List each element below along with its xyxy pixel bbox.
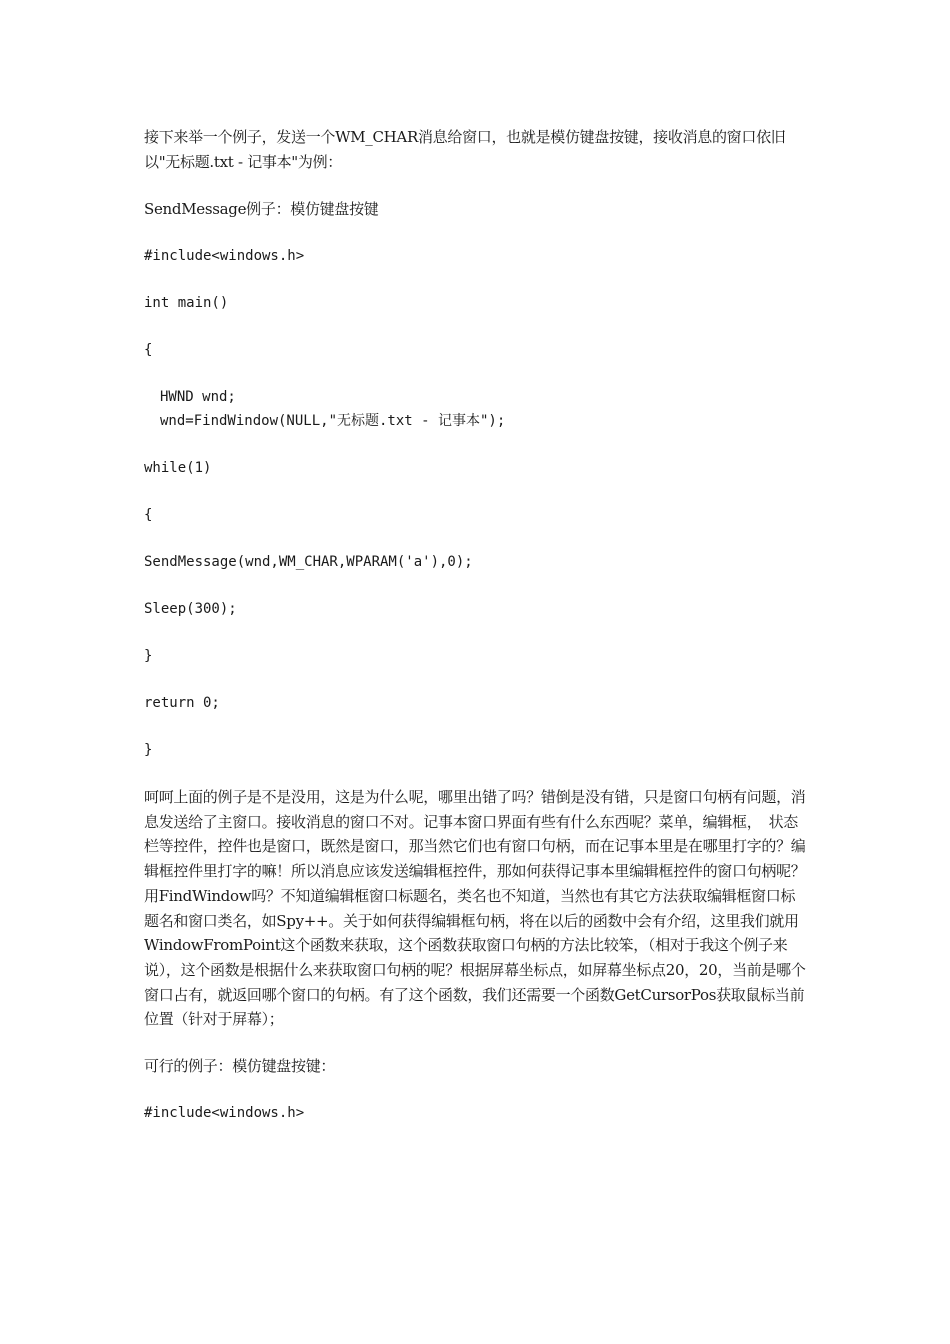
code-open-brace: { xyxy=(144,342,153,358)
example2-title: 可行的例子：模仿键盘按键： xyxy=(144,1057,336,1076)
code-close-brace-loop: } xyxy=(144,648,153,664)
code-sendmessage: SendMessage(wnd,WM_CHAR,WPARAM('a'),0); xyxy=(144,554,473,570)
example1-title: SendMessage例子：模仿键盘按键 xyxy=(144,200,379,218)
intro-paragraph: 接下来举一个例子，发送一个WM_CHAR消息给窗口，也就是模仿键盘按键，接收消息的窗口依旧以"无标题.txt - 记事本"为例： xyxy=(144,128,786,171)
code-hwnd: HWND wnd; xyxy=(160,389,236,405)
code-open-brace-loop: { xyxy=(144,507,153,523)
code-sleep: Sleep(300); xyxy=(144,601,237,617)
code-close-brace: } xyxy=(144,742,153,758)
code-main: int main() xyxy=(144,295,229,311)
document-page xyxy=(144,125,809,1148)
code-findwindow: wnd=FindWindow(NULL,"无标题.txt - 记事本"); xyxy=(160,413,506,429)
code-while: while(1) xyxy=(144,460,212,476)
code-return: return 0; xyxy=(144,695,220,711)
explanation-paragraph: 呵呵上面的例子是不是没用，这是为什么呢，哪里出错了吗？错倒是没有错，只是窗口句柄有问题，消息发送给了主窗口。接收消息的窗口不对。记事本窗口界面有些有什么东西呢？菜单，编辑框， 状态栏等控件，控件也是窗口，既然是窗口，那当然它们也有窗口句柄，而在记事本里是在哪里打字的？编辑框控件里打字的嘛！所以消息应该发送编辑框控件，那如何获得记事本里编辑框控件的窗口句柄呢？用FindWindow吗？不知道编辑框窗口标题名，类名也不知道，当然也有其它方法获取编辑框窗口标题名和窗口类名，如Spy++。关于如何获得编辑框句柄，将在以后的函数中会有介绍，这里我们就用WindowFromPoint这个函数来获取，这个函数获取窗口句柄的方法比较笨，（相对于我这个例子来说），这个函数是根据什么来获取窗口句柄的呢？根据屏幕坐标点，如屏幕坐标点20，20，当前是哪个窗口占有，就返回哪个窗口的句柄。有了这个函数，我们还需要一个函数GetCursorPos获取鼠标当前位置（针对于屏幕）； xyxy=(144,788,806,1029)
code2-include: #include<windows.h> xyxy=(144,1105,305,1122)
code-include: #include<windows.h> xyxy=(144,248,305,264)
